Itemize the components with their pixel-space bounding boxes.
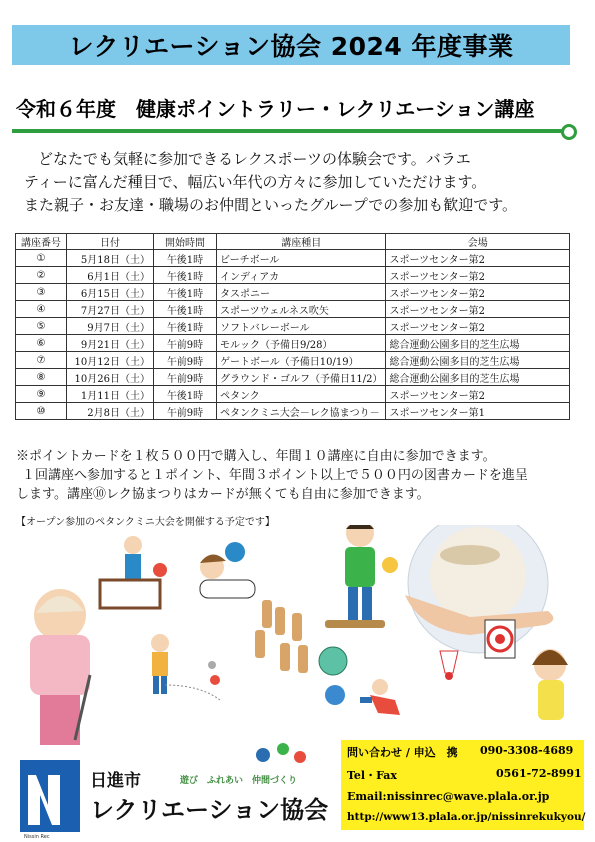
volleyball-player-illustration: [200, 542, 255, 598]
table-row: [16, 352, 570, 369]
cell-date: 10月12日（土）: [67, 352, 154, 369]
cell-venue: スポーツセンター第2: [386, 284, 570, 301]
cell-venue: スポーツセンター第2: [386, 301, 570, 318]
cell-number: ⑧: [16, 369, 67, 386]
crystal-ball-illustration: [405, 525, 553, 653]
divider-line: [12, 129, 568, 133]
cell-event: インディアカ: [217, 267, 386, 284]
bracket-note: 【オープン参加のペタンクミニ大会を開催する予定です】: [16, 517, 275, 528]
table-header-row: [16, 234, 570, 250]
cell-start-time: 午後1時: [154, 250, 217, 267]
cell-date: 6月1日（土）: [67, 267, 154, 284]
col-header: 日付: [67, 234, 154, 250]
cell-venue: 総合運動公園多目的芝生広場: [386, 352, 570, 369]
logo-mark-text: Nissin Rec: [24, 834, 50, 840]
table-row: [16, 386, 570, 403]
cell-event: ペタンク: [217, 386, 386, 403]
cell-event: ペタンクミニ大会－レク協まつり－: [217, 403, 386, 420]
cell-date: 7月27日（土）: [67, 301, 154, 318]
cell-start-time: 午前9時: [154, 369, 217, 386]
intro-line: どなたでも気軽に参加できるレクスポーツの体験会です。バラエ: [38, 150, 471, 168]
cell-date: 2月8日（土）: [67, 403, 154, 420]
contact-telfax: 0561-72-8991: [496, 767, 582, 780]
nissin-rec-logo-icon: [20, 760, 80, 832]
cell-event: ゲートボール（予備日10/19）: [217, 352, 386, 369]
contact-url[interactable]: http://www13.plala.or.jp/nissinrekukyou/: [347, 811, 586, 823]
schedule-table: [15, 233, 570, 420]
cell-event: スポーツウェルネス吹矢: [217, 301, 386, 318]
cell-event: グラウンド・ゴルフ（予備日11/2）: [217, 369, 386, 386]
contact-email[interactable]: Email:nissinrec@wave.plala.or.jp: [347, 790, 550, 803]
molkky-illustration: [255, 600, 308, 673]
table-row: [16, 267, 570, 284]
fukiya-woman-illustration: [532, 649, 568, 720]
cell-venue: 総合運動公園多目的芝生広場: [386, 369, 570, 386]
col-header: 会場: [386, 234, 570, 250]
cell-venue: スポーツセンター第1: [386, 403, 570, 420]
cell-venue: スポーツセンター第2: [386, 318, 570, 335]
contact-inquiry-label: 問い合わせ / 申込 携: [347, 746, 458, 759]
contact-mobile: 090-3308-4689: [480, 744, 574, 757]
ball-icon: [319, 647, 347, 675]
cell-number: ⑦: [16, 352, 67, 369]
cell-number: ①: [16, 250, 67, 267]
gateball-illustration: [30, 536, 167, 745]
cell-date: 10月26日（土）: [67, 369, 154, 386]
col-header: 開始時間: [154, 234, 217, 250]
cell-event: モルック（予備日9/28）: [217, 335, 386, 352]
cell-start-time: 午後1時: [154, 284, 217, 301]
col-header: 講座種目: [217, 234, 386, 250]
logo-city-name: 日進市: [90, 771, 141, 791]
title-banner: [12, 25, 570, 65]
cell-start-time: 午後1時: [154, 301, 217, 318]
intro-line: ティーに富んだ種目で、幅広い年代の方々に参加していただけます。: [24, 173, 487, 191]
cell-number: ⑤: [16, 318, 67, 335]
cell-venue: 総合運動公園多目的芝生広場: [386, 335, 570, 352]
table-row: [16, 403, 570, 420]
intro-line: また親子・お友達・職場のお仲間といったグループでの参加も歓迎です。: [24, 196, 518, 214]
cell-venue: スポーツセンター第2: [386, 267, 570, 284]
col-header: 講座番号: [16, 234, 67, 250]
petanque-boy-illustration: [151, 634, 220, 700]
cell-number: ⑩: [16, 403, 67, 420]
cell-venue: スポーツセンター第2: [386, 386, 570, 403]
cell-date: 6月15日（土）: [67, 284, 154, 301]
cell-number: ③: [16, 284, 67, 301]
table-row: [16, 318, 570, 335]
cell-number: ④: [16, 301, 67, 318]
cell-event: タスポニー: [217, 284, 386, 301]
notes: [16, 447, 576, 504]
note-line: します。講座⑩レク協まつりはカードが無くても自由に参加できます。: [16, 487, 430, 502]
table-row: [16, 301, 570, 318]
cell-date: 1月11日（土）: [67, 386, 154, 403]
cell-event: ソフトバレーボール: [217, 318, 386, 335]
note-line: １回講座へ参加すると１ポイント、年間３ポイント以上で５００円の図書カードを進呈: [22, 468, 528, 483]
cell-date: 9月7日（土）: [67, 318, 154, 335]
table-row: [16, 284, 570, 301]
logo-dots: [256, 743, 306, 763]
cell-number: ⑨: [16, 386, 67, 403]
cell-number: ②: [16, 267, 67, 284]
cell-start-time: 午前9時: [154, 403, 217, 420]
page-subtitle: 令和６年度 健康ポイントラリー・レクリエーション講座: [16, 97, 535, 121]
contact-box: [341, 740, 584, 830]
contact-telfax-label: Tel・Fax: [347, 769, 397, 782]
divider-dot: [561, 124, 577, 140]
cell-start-time: 午後1時: [154, 267, 217, 284]
cell-venue: スポーツセンター第2: [386, 250, 570, 267]
target-illustration: [485, 620, 515, 658]
intro-paragraph: [24, 148, 566, 217]
note-line: ※ポイントカードを１枚５００円で購入し、年間１０講座に自由に参加できます。: [16, 449, 496, 464]
cell-start-time: 午前9時: [154, 352, 217, 369]
cell-number: ⑥: [16, 335, 67, 352]
boy-illustration: [325, 525, 398, 628]
shuttlecock-icon: [440, 651, 458, 680]
table-row: [16, 335, 570, 352]
cell-start-time: 午後1時: [154, 386, 217, 403]
cell-start-time: 午後1時: [154, 318, 217, 335]
table-row: [16, 369, 570, 386]
cell-start-time: 午前9時: [154, 335, 217, 352]
page-title: レクリエーション協会 2024 年度事業: [68, 32, 514, 61]
logo-association-name: レクリエーション協会: [90, 795, 329, 824]
cell-date: 9月21日（土）: [67, 335, 154, 352]
logo-slogan: 遊び ふれあい 仲間づくり: [180, 776, 298, 786]
cell-event: ビーチボール: [217, 250, 386, 267]
indiaca-player-illustration: [325, 679, 400, 715]
table-row: [16, 250, 570, 267]
cell-date: 5月18日（土）: [67, 250, 154, 267]
